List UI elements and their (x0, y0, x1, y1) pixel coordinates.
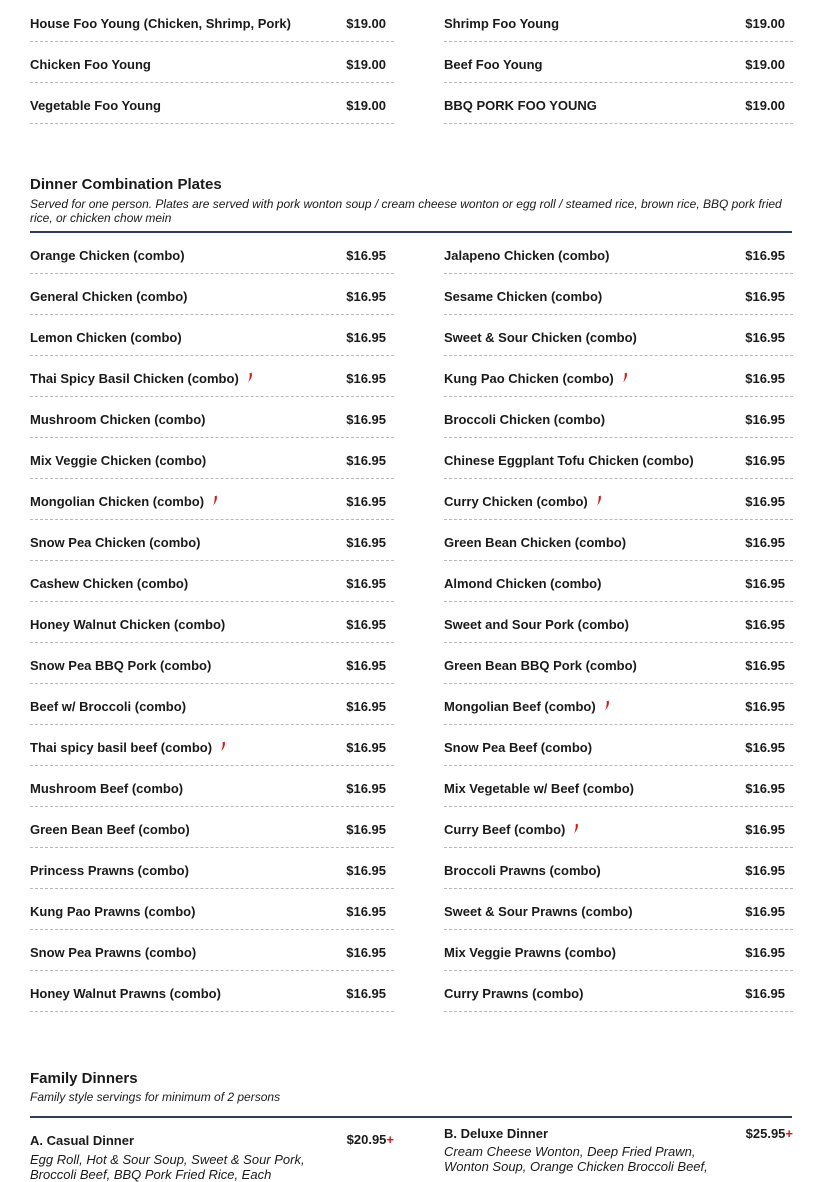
menu-item[interactable] (444, 930, 793, 971)
price-value: $25.95 (745, 1126, 786, 1141)
item-price: $16.95 (346, 453, 386, 468)
item-name-text: Broccoli Prawns (combo) (444, 863, 601, 878)
menu-item[interactable] (444, 42, 793, 83)
section-subtitle: Family style servings for minimum of 2 persons (30, 1090, 281, 1104)
item-name-text: General Chicken (combo) (30, 289, 188, 304)
item-name (30, 494, 218, 509)
menu-item[interactable] (444, 889, 793, 930)
item-name-text: Almond Chicken (combo) (444, 576, 602, 591)
item-name (30, 248, 185, 263)
item-name (30, 617, 225, 632)
menu-item[interactable] (444, 848, 793, 889)
item-price: $16.95 (745, 822, 785, 837)
menu-item[interactable] (444, 397, 793, 438)
item-name (444, 371, 628, 386)
item-name-text: Mongolian Chicken (combo) (30, 494, 205, 509)
item-price: $19.00 (745, 98, 785, 113)
item-name-text: Thai spicy basil beef (combo) (30, 740, 213, 755)
item-price: $16.95 (346, 412, 386, 427)
item-name (444, 576, 601, 591)
menu-item[interactable] (444, 274, 793, 315)
menu-item[interactable] (30, 479, 394, 520)
chili-pepper-icon (212, 494, 218, 509)
menu-item[interactable] (444, 807, 793, 848)
item-price: $16.95 (346, 781, 386, 796)
item-name-text: Orange Chicken (combo) (30, 248, 185, 263)
item-name (30, 98, 161, 113)
item-name-text: Lemon Chicken (combo) (30, 330, 182, 345)
item-name (30, 371, 253, 386)
item-price: $16.95 (745, 781, 785, 796)
item-name-text: Cashew Chicken (combo) (30, 576, 189, 591)
menu-item[interactable] (444, 233, 793, 274)
item-name-text: Green Bean Beef (combo) (30, 822, 190, 837)
item-name (30, 822, 190, 837)
item-name-text: Beef Foo Young (444, 57, 543, 72)
menu-item[interactable] (444, 684, 793, 725)
item-name (30, 330, 182, 345)
item-price: $19.00 (745, 57, 785, 72)
item-price: $19.00 (745, 16, 785, 31)
menu-item[interactable] (444, 83, 793, 124)
item-name (444, 822, 579, 837)
item-price: $16.95 (346, 945, 386, 960)
item-description: Egg Roll, Hot & Sour Soup, Sweet & Sour Pork, Broccoli Beef, BBQ Pork Fried Rice, Each (30, 1152, 305, 1182)
chili-pepper-icon (604, 699, 610, 714)
item-price: $16.95 (346, 330, 386, 345)
dinner-combination-section (30, 176, 793, 1012)
item-price: $16.95 (745, 945, 785, 960)
menu-item[interactable] (30, 971, 394, 1012)
item-price: $16.95 (346, 740, 386, 755)
item-name (444, 945, 616, 960)
foo-young-section (30, 1, 793, 124)
item-name-text: Mix Veggie Chicken (combo) (30, 453, 207, 468)
item-name (444, 781, 634, 796)
item-name-text: Mushroom Chicken (combo) (30, 412, 206, 427)
item-name (444, 904, 633, 919)
menu-item[interactable] (30, 520, 394, 561)
item-price: $16.95 (346, 617, 386, 632)
item-price: $16.95 (745, 453, 785, 468)
item-price: $16.95 (346, 863, 386, 878)
item-name (30, 289, 187, 304)
item-price: $16.95 (745, 658, 785, 673)
item-name-text: Curry Prawns (combo) (444, 986, 584, 1001)
item-price: $16.95 (745, 494, 785, 509)
item-name-text: House Foo Young (Chicken, Shrimp, Pork) (30, 16, 291, 31)
item-name (444, 617, 629, 632)
chili-pepper-icon (622, 371, 628, 386)
item-name (30, 658, 211, 673)
item-name (30, 453, 206, 468)
item-name (444, 863, 601, 878)
menu-page (30, 0, 793, 1182)
item-price: $16.95 (346, 576, 386, 591)
item-name: A. Casual Dinner (30, 1133, 135, 1148)
item-price: $16.95 (346, 535, 386, 550)
item-name (30, 412, 206, 427)
item-name-text: BBQ PORK FOO YOUNG (444, 98, 597, 113)
item-price: $16.95 (745, 535, 785, 550)
item-name-text: Snow Pea Prawns (combo) (30, 945, 197, 960)
item-name (444, 412, 605, 427)
chili-pepper-icon (573, 822, 579, 837)
foo-young-left-column (30, 1, 394, 124)
item-name (444, 16, 559, 31)
item-name-text: Sweet & Sour Chicken (combo) (444, 330, 637, 345)
foo-young-right-column (444, 1, 793, 124)
item-name (444, 248, 609, 263)
item-price: $16.95 (745, 289, 785, 304)
item-name (30, 781, 183, 796)
menu-item[interactable] (444, 643, 793, 684)
item-name (30, 535, 200, 550)
item-name-text: Curry Chicken (combo) (444, 494, 588, 509)
item-name-text: Jalapeno Chicken (combo) (444, 248, 610, 263)
item-price: $16.95 (346, 494, 386, 509)
menu-item[interactable] (444, 561, 793, 602)
dinner-left-column (30, 233, 394, 1012)
item-name-text: Chicken Foo Young (30, 57, 151, 72)
item-price (347, 1132, 394, 1147)
menu-item[interactable] (30, 42, 394, 83)
item-name-text: Thai Spicy Basil Chicken (combo) (30, 371, 239, 386)
menu-item[interactable] (30, 725, 394, 766)
item-name-text: Beef w/ Broccoli (combo) (30, 699, 187, 714)
item-name (30, 699, 186, 714)
item-name-text: Snow Pea Chicken (combo) (30, 535, 201, 550)
item-name (444, 330, 637, 345)
family-dinner-item[interactable] (30, 1118, 394, 1182)
menu-item[interactable] (30, 684, 394, 725)
item-name-text: Honey Walnut Chicken (combo) (30, 617, 226, 632)
item-price: $19.00 (346, 57, 386, 72)
item-name (30, 16, 291, 31)
menu-item[interactable] (30, 274, 394, 315)
menu-item[interactable] (30, 643, 394, 684)
item-price: $19.00 (346, 98, 386, 113)
item-name (444, 57, 542, 72)
item-price: $16.95 (346, 658, 386, 673)
menu-item[interactable] (30, 561, 394, 602)
item-name (30, 904, 195, 919)
menu-item[interactable] (444, 315, 793, 356)
price-value: $20.95 (346, 1132, 387, 1147)
menu-item[interactable] (444, 1, 793, 42)
item-name (30, 740, 226, 755)
item-name-text: Green Bean Chicken (combo) (444, 535, 627, 550)
item-name-text: Broccoli Chicken (combo) (444, 412, 606, 427)
item-description: Cream Cheese Wonton, Deep Fried Prawn, Wonton Soup, Orange Chicken Broccoli Beef, (444, 1144, 708, 1174)
item-name (444, 494, 602, 509)
section-title: Dinner Combination Plates (30, 176, 222, 193)
item-price: $16.95 (745, 740, 785, 755)
menu-item[interactable] (30, 848, 394, 889)
item-price: $16.95 (745, 617, 785, 632)
menu-item[interactable] (444, 438, 793, 479)
item-price: $16.95 (745, 904, 785, 919)
item-price: $19.00 (346, 16, 386, 31)
item-name-text: Sweet & Sour Prawns (combo) (444, 904, 633, 919)
item-name-text: Curry Beef (combo) (444, 822, 566, 837)
menu-item[interactable] (444, 520, 793, 561)
item-name-text: Kung Pao Prawns (combo) (30, 904, 196, 919)
chili-pepper-icon (596, 494, 602, 509)
chili-pepper-icon (220, 740, 226, 755)
item-name (444, 289, 602, 304)
family-dinner-item[interactable] (444, 1118, 793, 1178)
dinner-right-column (444, 233, 793, 1012)
item-price: $16.95 (745, 412, 785, 427)
item-name-text: Sesame Chicken (combo) (444, 289, 603, 304)
menu-item[interactable] (30, 807, 394, 848)
menu-item[interactable] (444, 725, 793, 766)
item-price: $16.95 (745, 699, 785, 714)
item-price: $16.95 (745, 576, 785, 591)
item-name (30, 986, 221, 1001)
item-name (444, 535, 626, 550)
item-name-text: Snow Pea Beef (combo) (444, 740, 593, 755)
item-price: $16.95 (745, 986, 785, 1001)
section-subtitle: Served for one person. Plates are served with pork wonton soup / cream cheese wonton or egg roll / steamed rice, brown rice, BBQ pork fried rice, or chicken chow mein (30, 197, 782, 225)
menu-item[interactable] (444, 602, 793, 643)
family-dinners-section (30, 1070, 793, 1182)
menu-item[interactable] (30, 315, 394, 356)
item-name-text: Princess Prawns (combo) (30, 863, 189, 878)
menu-item[interactable] (30, 397, 394, 438)
menu-item[interactable] (30, 233, 394, 274)
item-name-text: Kung Pao Chicken (combo) (444, 371, 614, 386)
item-price: $16.95 (346, 699, 386, 714)
item-price: $16.95 (346, 371, 386, 386)
item-price: $16.95 (745, 863, 785, 878)
menu-item[interactable] (444, 356, 793, 397)
item-price: $16.95 (745, 330, 785, 345)
menu-item[interactable] (30, 356, 394, 397)
menu-item[interactable] (30, 438, 394, 479)
chili-pepper-icon (247, 371, 253, 386)
item-price (746, 1126, 793, 1141)
section-title: Family Dinners (30, 1070, 138, 1087)
item-name-text: Mongolian Beef (combo) (444, 699, 596, 714)
item-name-text: Vegetable Foo Young (30, 98, 161, 113)
item-name (444, 658, 637, 673)
item-name (30, 57, 151, 72)
item-name (444, 453, 694, 468)
item-name-text: Shrimp Foo Young (444, 16, 560, 31)
item-name-text: Green Bean BBQ Pork (combo) (444, 658, 637, 673)
item-name (444, 699, 610, 714)
item-price: $16.95 (745, 248, 785, 263)
item-name (30, 945, 196, 960)
item-name-text: Mushroom Beef (combo) (30, 781, 184, 796)
menu-item[interactable] (30, 1, 394, 42)
price-plus: + (386, 1132, 394, 1147)
item-name: B. Deluxe Dinner (444, 1126, 549, 1141)
item-name-text: Chinese Eggplant Tofu Chicken (combo) (444, 453, 694, 468)
item-name (444, 986, 583, 1001)
menu-item[interactable] (30, 930, 394, 971)
price-plus: + (785, 1126, 793, 1141)
item-name-text: Snow Pea BBQ Pork (combo) (30, 658, 212, 673)
menu-item[interactable] (444, 766, 793, 807)
item-price: $16.95 (346, 822, 386, 837)
item-name (30, 576, 188, 591)
menu-item[interactable] (30, 83, 394, 124)
item-name-text: Mix Veggie Prawns (combo) (444, 945, 616, 960)
menu-item[interactable] (444, 971, 793, 1012)
item-price: $16.95 (745, 371, 785, 386)
item-name-text: Sweet and Sour Pork (combo) (444, 617, 629, 632)
item-name (444, 740, 592, 755)
item-name-text: Mix Vegetable w/ Beef (combo) (444, 781, 634, 796)
item-price: $16.95 (346, 248, 386, 263)
menu-item[interactable] (30, 766, 394, 807)
item-name-text: Honey Walnut Prawns (combo) (30, 986, 221, 1001)
item-price: $16.95 (346, 904, 386, 919)
item-price: $16.95 (346, 986, 386, 1001)
menu-item[interactable] (30, 602, 394, 643)
menu-item[interactable] (444, 479, 793, 520)
menu-item[interactable] (30, 889, 394, 930)
item-price: $16.95 (346, 289, 386, 304)
item-name (444, 98, 597, 113)
item-name (30, 863, 189, 878)
